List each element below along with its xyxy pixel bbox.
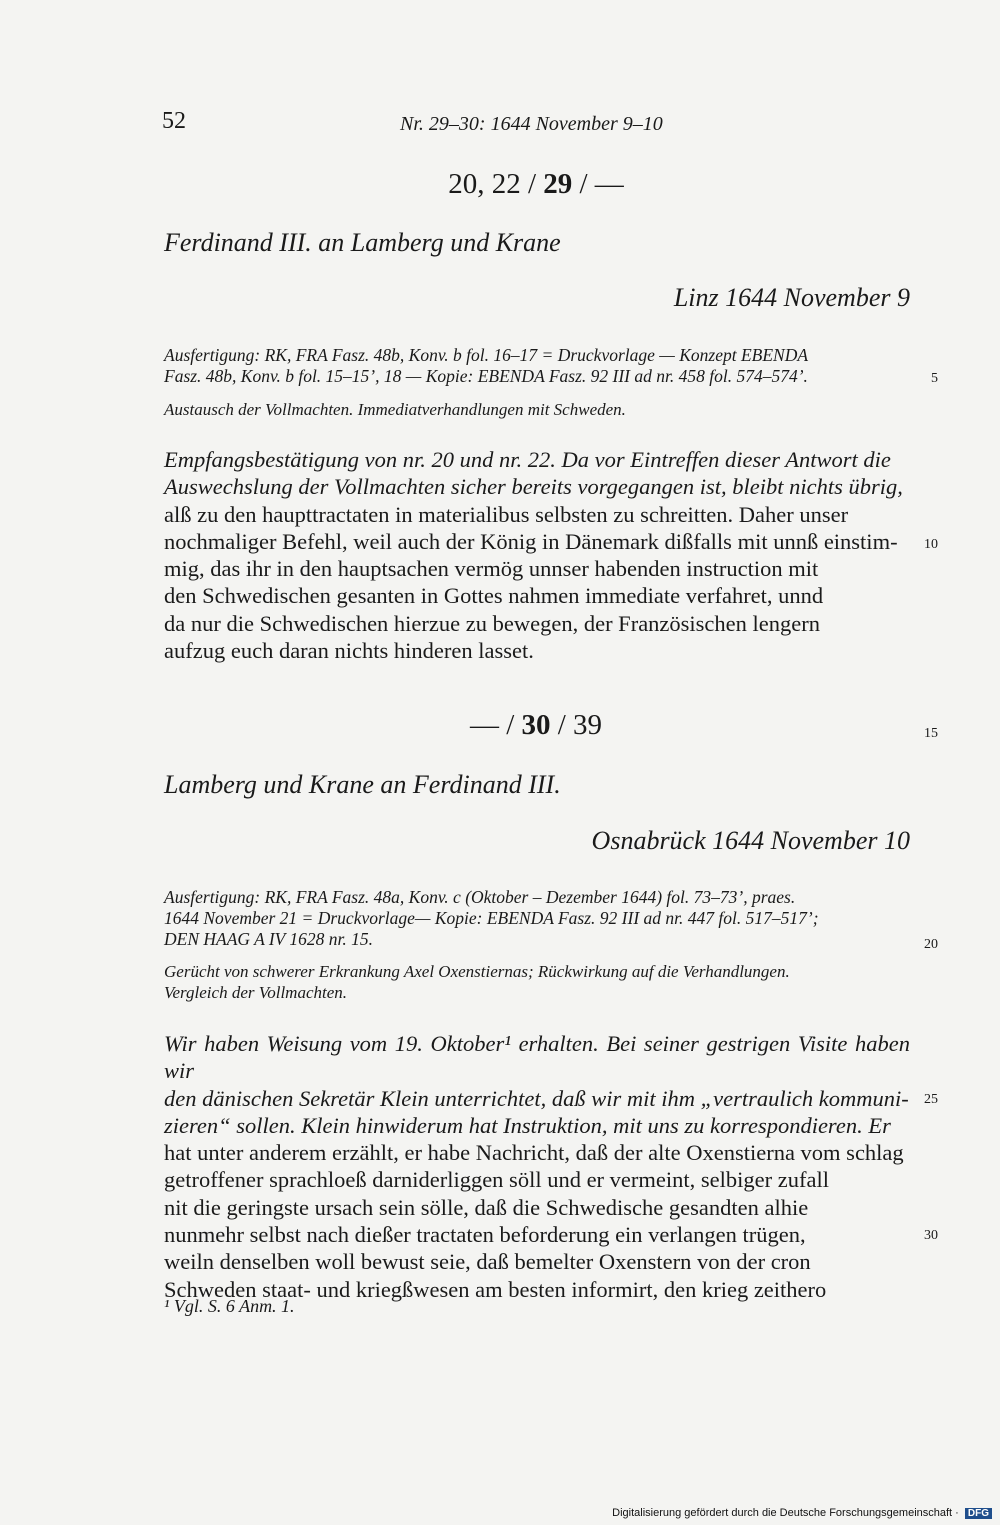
doc30-body-line: nit die geringste ursach sein sölle, daß die Schwedische gesandten alhie (164, 1194, 809, 1220)
doc30-body-line: zieren“ sollen. Klein hinwiderum hat Instruktion, mit uns zu korrespondieren. Er (164, 1112, 891, 1138)
doc29-body-line: Auswechslung der Vollmachten sicher bereits vorgegangen ist, bleibt nichts übrig, (164, 474, 903, 500)
doc29-body-line: Empfangsbestätigung von nr. 20 und nr. 22. Da vor Eintreffen dieser Antwort die (164, 447, 891, 472)
doc30-body-line: hat unter anderem erzählt, er habe Nachricht, daß der alte Oxenstierna vom schlag (164, 1140, 904, 1166)
doc29-body (164, 446, 910, 664)
doc30-summary (164, 961, 910, 1003)
running-head: Nr. 29–30: 1644 November 9–10 (400, 113, 663, 135)
doc30-number-main: 30 (521, 709, 551, 741)
doc30-number-right: / 39 (557, 709, 603, 741)
line-number: 10 (924, 537, 938, 552)
doc30-source-line2: 1644 November 21 = Druckvorlage— Kopie: EBENDA Fasz. 92 III ad nr. 447 fol. 517–517’; (164, 908, 819, 928)
doc29-body-line: den Schwedischen gesanten in Gottes nahmen immediate verfahret, unnd (164, 583, 824, 609)
doc29-title: Ferdinand III. an Lamberg und Krane (164, 228, 561, 257)
doc30-body-line: weiln denselben woll bewust seie, daß bemelter Oxenstern von der cron (164, 1249, 811, 1275)
doc30-summary-line2: Vergleich der Vollmachten. (164, 983, 348, 1002)
doc30-source (164, 887, 910, 950)
doc29-source (164, 345, 910, 387)
doc29-source-line1: Ausfertigung: RK, FRA Fasz. 48b, Konv. b fol. 16–17 = Druckvorlage — Konzept EBENDA (164, 345, 809, 365)
doc29-body-line: aufzug euch daran nichts hinderen lasset. (164, 638, 534, 664)
doc30-source-line1: Ausfertigung: RK, FRA Fasz. 48a, Konv. c (Oktober – Dezember 1644) fol. 73–73’, praes. (164, 887, 796, 907)
doc30-number-left: — / (469, 709, 515, 741)
doc30-body-line: den dänischen Sekretär Klein unterrichtet, daß wir mit ihm „vertraulich kommuni- (164, 1085, 909, 1111)
doc30-body-line: getroffener sprachloeß darniderliggen söll und er vermeint, selbiger zufall (164, 1167, 829, 1193)
doc29-summary: Austausch der Vollmachten. Immediatverhandlungen mit Schweden. (164, 400, 626, 419)
doc30-body-line: nunmehr selbst nach dießer tractaten beforderung ein verlangen trügen, (164, 1222, 806, 1248)
doc29-number (162, 168, 910, 201)
line-number: 15 (924, 726, 938, 741)
dfg-logo: DFG (965, 1508, 992, 1519)
doc30-body-line: Schweden staat- und kriegßwesen am besten informirt, den krieg zeithero (164, 1276, 827, 1302)
doc30-place-date: Osnabrück 1644 November 10 (591, 826, 910, 855)
footnote: ¹ Vgl. S. 6 Anm. 1. (164, 1296, 295, 1316)
doc30-source-line3: DEN HAAG A IV 1628 nr. 15. (164, 929, 374, 949)
doc29-source-line2: Fasz. 48b, Konv. b fol. 15–15’, 18 — Kopie: EBENDA Fasz. 92 III ad nr. 458 fol. 574–574’. (164, 366, 808, 386)
doc30-body-line: Wir haben Weisung vom 19. Oktober¹ erhalten. Bei seiner gestrigen Visite haben wir (164, 1031, 910, 1084)
page-number: 52 (162, 108, 186, 134)
line-number: 30 (924, 1228, 938, 1243)
line-number: 20 (924, 937, 938, 952)
doc29-body-line: mig, das ihr in den hauptsachen vermög unnser habenden instruction mit (164, 556, 819, 582)
doc29-body-line: nochmaliger Befehl, weil auch der König in Dänemark dißfalls mit unnß einstim- (164, 528, 898, 554)
doc29-number-left: 20, 22 / (448, 168, 536, 200)
doc29-body-line: alß zu den haupttractaten in materialibus selbsten zu schreitten. Daher unser (164, 501, 849, 527)
line-number: 5 (931, 371, 938, 386)
doc30-body (164, 1030, 910, 1303)
doc29-body-line: da nur die Schwedischen hierzue zu bewegen, der Französischen lengern (164, 610, 820, 636)
line-number: 25 (924, 1092, 938, 1107)
doc29-place-date: Linz 1644 November 9 (673, 283, 910, 312)
doc30-number (162, 709, 910, 742)
funding-note-text: Digitalisierung gefördert durch die Deutsche Forschungsgemeinschaft · (612, 1507, 959, 1519)
funding-note (612, 1507, 992, 1519)
doc29-number-right: / — (579, 168, 624, 200)
doc30-title: Lamberg und Krane an Ferdinand III. (164, 770, 561, 799)
doc29-number-main: 29 (543, 168, 573, 200)
doc30-summary-line1: Gerücht von schwerer Erkrankung Axel Oxenstiernas; Rückwirkung auf die Verhandlungen. (164, 962, 790, 981)
